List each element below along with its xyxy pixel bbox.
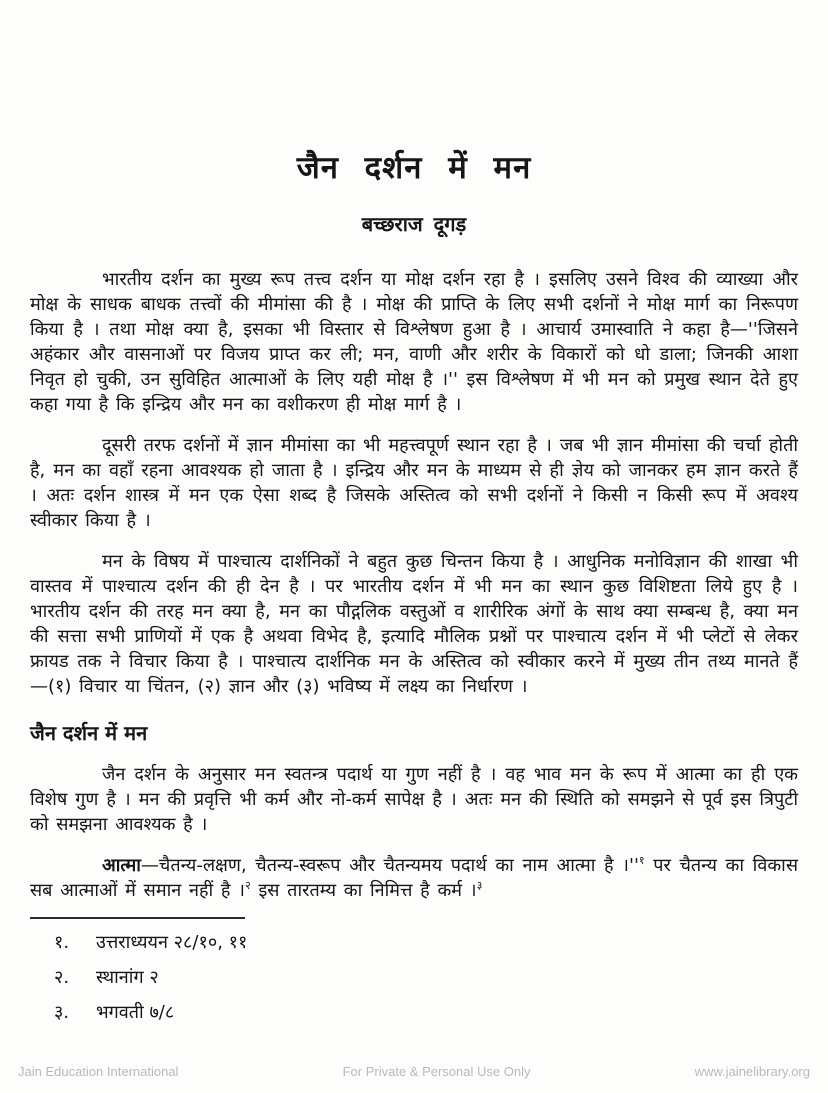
footnote-text: भगवती ७/८ [96, 1002, 175, 1023]
section-paragraph-2-text: —चैतन्य-लक्षण, चैतन्य-स्वरूप और चैतन्यमय पदार्थ का नाम आत्मा है ।'' [140, 855, 639, 876]
paragraph-3: मन के विषय में पाश्चात्य दार्शनिकों ने बहुत कुछ चिन्तन किया है । आधुनिक मनोविज्ञान की शाखा भी वास्तव में पाश्चात्य दर्शन की ही देन है । पर भारतीय दर्शन में भी मन का स्थान कुछ विशिष्टता लिये हुए है । भारतीय दर्शन की तरह मन क्या है, मन का पौद्गलिक वस्तुओं व शारीरिक अंगों के साथ क्या सम्बन्ध है, क्या मन की सत्ता सभी प्राणियों में एक है अथवा विभेद है, इत्यादि मौलिक प्रश्नों पर पाश्चात्य दर्शन में भी प्लेटों से लेकर फ्रायड तक ने विचार किया है । पाश्चात्य दार्शनिक मन के अस्तित्व को स्वीकार करने में मुख्य तीन तथ्य मानते हैं —(१) विचार या चिंतन, (२) ज्ञान और (३) भविष्य में लक्ष्य का निर्धारण । [30, 551, 798, 697]
footer-website: www.jainelibrary.org [694, 1064, 810, 1079]
page-footer [0, 1064, 828, 1079]
section-paragraph-2-text: इस तारतम्य का निमित्त है कर्म । [250, 880, 477, 901]
paragraph-2: दूसरी तरफ दर्शनों में ज्ञान मीमांसा का भी महत्त्वपूर्ण स्थान रहा है । जब भी ज्ञान मीमांसा की चर्चा होती है, मन का वहाँ रहना आवश्यक हो जाता है । इन्द्रिय और मन के माध्यम से ही ज्ञेय को जानकर हम ज्ञान करते हैं । अतः दर्शन शास्त्र में मन एक ऐसा शब्द है जिसके अस्तित्व को सभी दर्शनों ने किसी न किसी रूप में अवश्य स्वीकार किया है । [30, 435, 798, 531]
footnote-ref-1: १ [638, 854, 645, 867]
footnote-ref-2: २ [245, 879, 251, 892]
term-atma: आत्मा [102, 855, 141, 876]
footnote-text: स्थानांग २ [96, 967, 159, 988]
section-paragraph-2-text: पर चैतन्य का विकास सब आत्माओं में समान नहीं है । [30, 855, 798, 901]
footnote-ref-3: ३ [476, 879, 483, 892]
section-paragraph-2 [30, 853, 798, 903]
footer-publisher: Jain Education International [18, 1064, 179, 1079]
footnote-number: ३. [54, 1002, 70, 1023]
footnote-item [30, 931, 798, 954]
section-heading: जैन दर्शन में मन [30, 721, 148, 745]
page-title: जैन दर्शन में मन [296, 150, 532, 186]
footnote-item [30, 966, 798, 989]
footnote-text: उत्तराध्ययन २८/१०, ११ [96, 932, 248, 953]
paragraph-1: भारतीय दर्शन का मुख्य रूप तत्त्व दर्शन या मोक्ष दर्शन रहा है । इसलिए उसने विश्व की व्याख्या और मोक्ष के साधक बाधक तत्त्वों की मीमांसा की है । मोक्ष की प्राप्ति के लिए सभी दर्शनों ने मोक्ष मार्ग का निरूपण किया है । तथा मोक्ष क्या है, इसका भी विस्तार से विश्लेषण हुआ है । आचार्य उमास्वाति ने कहा है—''जिसने अहंकार और वासनाओं पर विजय प्राप्त कर ली; मन, वाणी और शरीर के विकारों को धो डाला; जिनकी आशा निवृत हो चुकी, उन सुविहित आत्माओं के लिए यही मोक्ष है ।'' इस विश्लेषण में भी मन को प्रमुख स्थान देते हुए कहा गया है कि इन्द्रिय और मन का वशीकरण ही मोक्ष मार्ग है । [30, 269, 798, 415]
footnote-number: १. [54, 932, 70, 953]
footnotes-list [30, 931, 798, 1024]
author-name: बच्छराज दूगड़ [361, 212, 467, 236]
footnote-separator [30, 917, 245, 919]
footer-usage-note: For Private & Personal Use Only [342, 1064, 531, 1079]
section-paragraph-1: जैन दर्शन के अनुसार मन स्वतन्त्र पदार्थ या गुण नहीं है । वह भाव मन के रूप में आत्मा का ही एक विशेष गुण है । मन की प्रवृत्ति भी कर्म और नो-कर्म सापेक्ष है । अतः मन की स्थिति को समझने से पूर्व इस त्रिपुटी को समझना आवश्यक है । [30, 764, 798, 835]
footnote-item [30, 1001, 798, 1024]
footnote-number: २. [54, 967, 70, 988]
